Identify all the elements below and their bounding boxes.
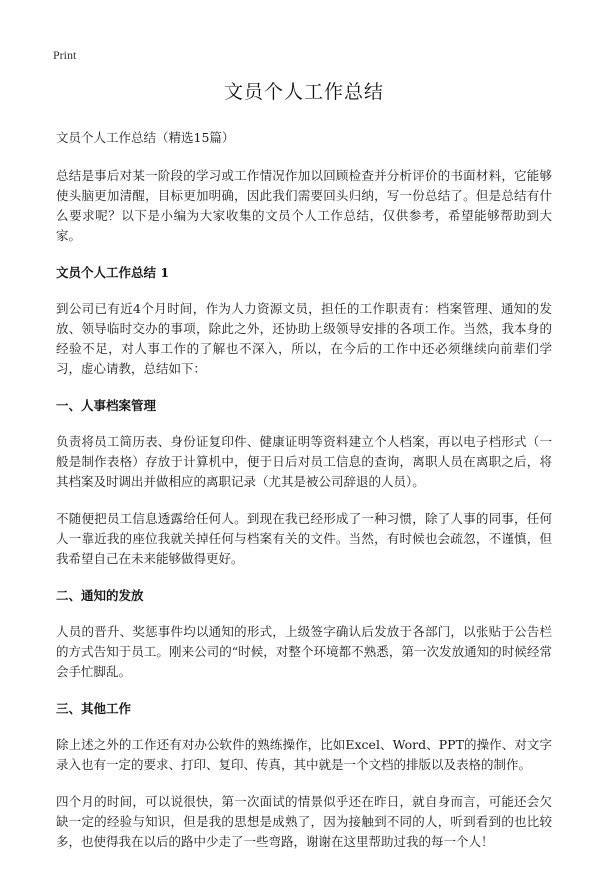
page-title: 文员个人工作总结 bbox=[223, 81, 384, 103]
paragraph-notices: 人员的晋升、奖惩事件均以通知的形式，上级签字确认后发放于各部门，以张贴于公告栏的方式告知于员工。刚来公司的“时候，对整个环境都不熟悉，第一次发放通知的时候经常会手忙脚乱。 bbox=[56, 624, 552, 679]
summary-heading-1: 文员个人工作总结 1 bbox=[56, 265, 170, 280]
document-body bbox=[56, 78, 552, 869]
paragraph-confidentiality: 不随便把员工信息透露给任何人。到现在我已经形成了一种习惯，除了人事的同事，任何人一靠近我的座位我就关掉任何与档案有关的文件。当然，有时候也会疏忽，不谨慎，但我希望自己在未来能够做得更好。 bbox=[56, 511, 552, 566]
paragraph-personnel-files: 负责将员工简历表、身份证复印件、健康证明等资料建立个人档案，再以电子档形式（一般是制作表格）存放于计算机中，便于日后对员工信息的查询，离职人员在离职之后，将其档案及时调出并做相应的离职记录（尤其是被公司辞退的人员）。 bbox=[56, 434, 552, 489]
section-heading-other-work: 三、其他工作 bbox=[56, 701, 132, 716]
intro-paragraph: 总结是事后对某一阶段的学习或工作情况作加以回顾检查并分析评价的书面材料，它能够使头脑更加清醒，目标更加明确，因此我们需要回头归纳，写一份总结了。但是总结有什么要求呢？以下是小编为大家收集的文员个人工作总结，仅供参考，希望能够帮助到大家。 bbox=[56, 168, 552, 243]
paragraph-overview: 到公司已有近4个月时间，作为人力资源文员，担任的工作职责有：档案管理、通知的发放、领导临时交办的事项，除此之外，还协助上级领导安排的各项工作。当然，我本身的经验不足，对人事工作的了解也不深入，所以，在今后的工作中还必须继续向前辈们学习，虚心请教，总结如下： bbox=[56, 301, 552, 376]
print-link[interactable]: Print bbox=[53, 48, 77, 62]
paragraph-other-work: 除上述之外的工作还有对办公软件的熟练操作，比如Excel、Word、PPT的操作、对文字录入也有一定的要求、打印、复印、传真，其中就是一个文档的排版以及表格的制作。 bbox=[56, 737, 552, 772]
document-subtitle: 文员个人工作总结（精选15篇） bbox=[56, 130, 235, 145]
section-heading-personnel-files: 一、人事档案管理 bbox=[56, 398, 157, 413]
section-heading-notices: 二、通知的发放 bbox=[56, 588, 144, 603]
paragraph-closing: 四个月的时间，可以说很快，第一次面试的情景似乎还在昨日，就自身而言，可能还会欠缺一定的经验与知识，但是我的思想是成熟了，因为接触到不同的人，听到看到的也比较多，也使得我在以后的路中少走了一些弯路，谢谢在这里帮助过我的每一个人！ bbox=[56, 794, 552, 849]
